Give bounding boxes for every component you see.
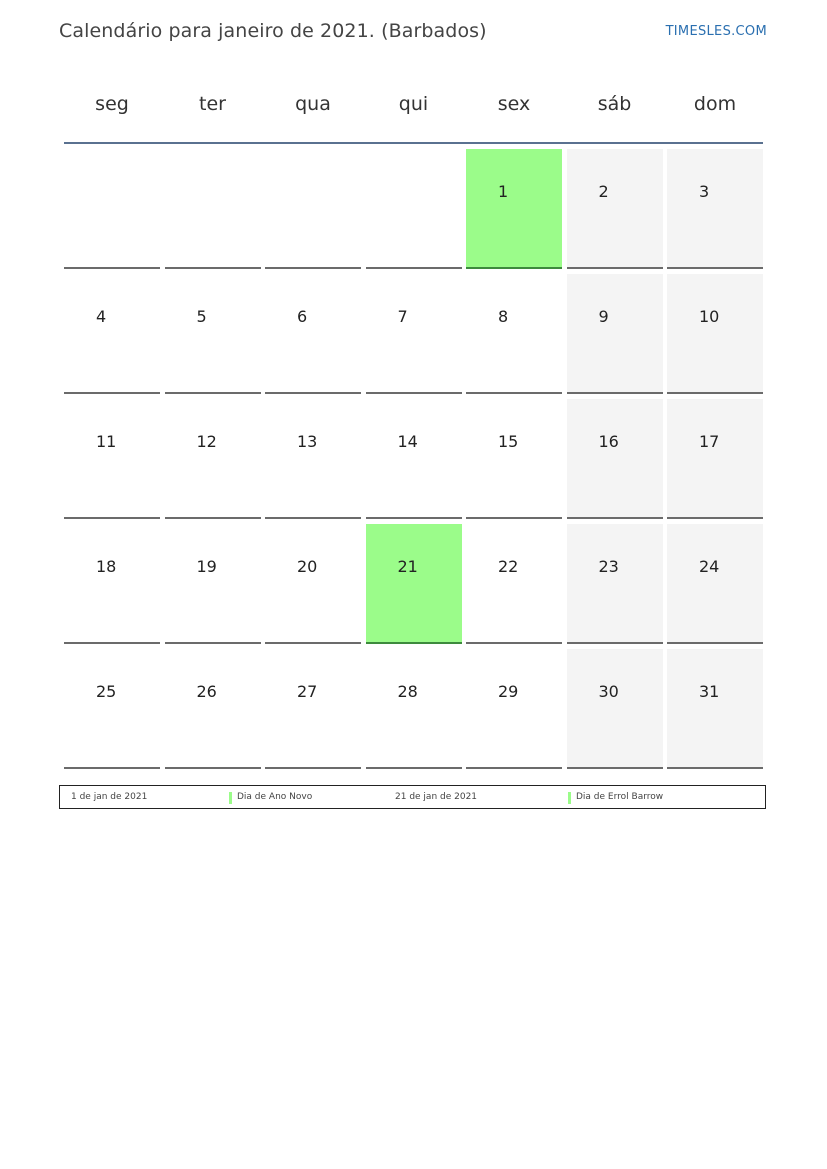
weekday-header: sáb: [597, 93, 632, 115]
day-cell[interactable]: [667, 399, 763, 519]
day-cell[interactable]: [667, 524, 763, 644]
day-number: 17: [699, 432, 720, 451]
day-number: 14: [397, 432, 418, 451]
day-cell[interactable]: [567, 274, 663, 394]
day-cell[interactable]: [667, 149, 763, 269]
day-cell[interactable]: [165, 649, 261, 769]
day-cell[interactable]: [567, 149, 663, 269]
day-cell[interactable]: [165, 274, 261, 394]
day-cell[interactable]: [667, 649, 763, 769]
day-cell[interactable]: [265, 274, 361, 394]
day-cell[interactable]: [466, 149, 562, 269]
day-number: 3: [699, 182, 710, 201]
day-cell[interactable]: [366, 649, 462, 769]
day-number: 5: [196, 307, 207, 326]
day-number: 19: [196, 557, 217, 576]
day-number: 11: [96, 432, 117, 451]
empty-day-cell: [165, 149, 261, 269]
day-cell[interactable]: [567, 524, 663, 644]
day-cell[interactable]: [466, 399, 562, 519]
weekday-header: dom: [693, 93, 737, 115]
day-cell[interactable]: [64, 274, 160, 394]
day-cell[interactable]: [466, 274, 562, 394]
weekday-header: ter: [199, 93, 226, 115]
day-number: 24: [699, 557, 720, 576]
calendar-grid: [64, 149, 763, 769]
day-number: 28: [397, 682, 418, 701]
day-number: 31: [699, 682, 720, 701]
legend-date: 21 de jan de 2021: [395, 792, 478, 802]
day-cell[interactable]: [265, 524, 361, 644]
day-number: 8: [498, 307, 509, 326]
day-cell[interactable]: [667, 274, 763, 394]
day-cell[interactable]: [165, 524, 261, 644]
day-cell[interactable]: [265, 649, 361, 769]
brand-link[interactable]: TIMESLES.COM: [665, 24, 767, 39]
day-cell[interactable]: [466, 649, 562, 769]
day-number: 27: [297, 682, 318, 701]
day-number: 2: [598, 182, 609, 201]
empty-day-cell: [64, 149, 160, 269]
day-number: 15: [498, 432, 519, 451]
day-cell[interactable]: [366, 274, 462, 394]
holiday-legend: [59, 785, 766, 809]
day-cell[interactable]: [165, 399, 261, 519]
legend-color-marker: [568, 792, 571, 804]
legend-holiday-name: Dia de Errol Barrow: [576, 792, 664, 802]
day-number: 22: [498, 557, 519, 576]
day-number: 12: [196, 432, 217, 451]
day-number: 1: [498, 182, 509, 201]
day-number: 10: [699, 307, 720, 326]
day-number: 13: [297, 432, 318, 451]
weekday-header: sex: [497, 93, 531, 115]
day-cell[interactable]: [466, 524, 562, 644]
day-cell[interactable]: [567, 399, 663, 519]
legend-date: 1 de jan de 2021: [71, 792, 148, 802]
day-cell[interactable]: [366, 524, 462, 644]
day-cell[interactable]: [265, 399, 361, 519]
day-number: 16: [598, 432, 619, 451]
legend-holiday-name: Dia de Ano Novo: [237, 792, 313, 802]
day-number: 30: [598, 682, 619, 701]
legend-color-marker: [229, 792, 232, 804]
empty-day-cell: [265, 149, 361, 269]
day-number: 9: [598, 307, 609, 326]
day-cell[interactable]: [64, 524, 160, 644]
day-number: 23: [598, 557, 619, 576]
weekday-header: seg: [95, 93, 129, 115]
empty-day-cell: [366, 149, 462, 269]
day-number: 26: [196, 682, 217, 701]
weekday-header: qui: [398, 93, 429, 115]
weekday-header: qua: [295, 93, 331, 115]
day-cell[interactable]: [64, 399, 160, 519]
day-number: 18: [96, 557, 117, 576]
header-divider: [64, 142, 763, 144]
weekday-header-row: [64, 80, 763, 142]
day-cell[interactable]: [567, 649, 663, 769]
day-number: 20: [297, 557, 318, 576]
day-number: 25: [96, 682, 117, 701]
day-cell[interactable]: [64, 649, 160, 769]
day-number: 21: [397, 557, 418, 576]
day-cell[interactable]: [366, 399, 462, 519]
day-number: 29: [498, 682, 519, 701]
day-number: 7: [397, 307, 408, 326]
page-title: Calendário para janeiro de 2021. (Barbados): [59, 20, 487, 42]
day-number: 6: [297, 307, 308, 326]
day-number: 4: [96, 307, 107, 326]
